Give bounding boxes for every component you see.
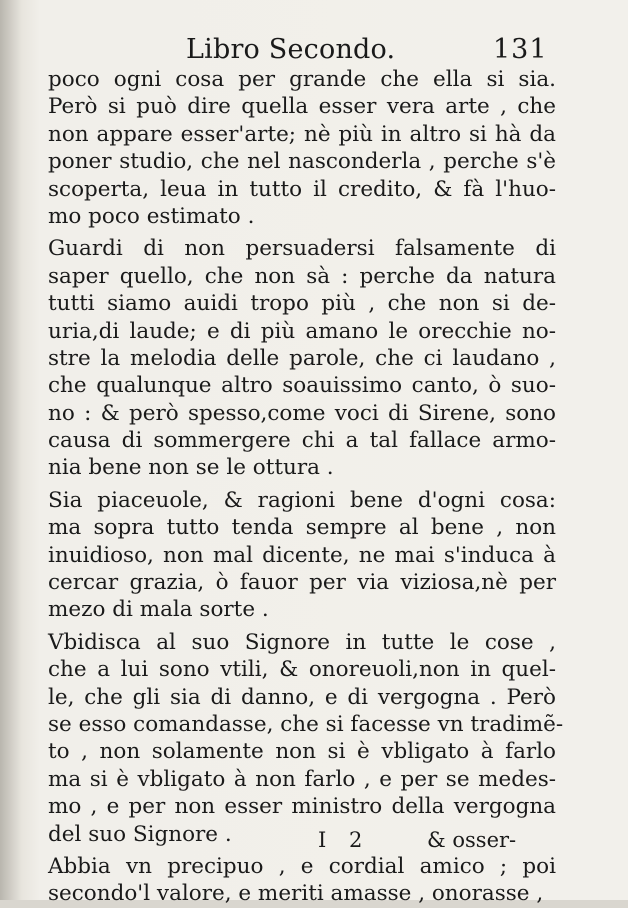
text-line: cercar grazia, ò fauor per via viziosa,nè per — [48, 570, 556, 596]
text-line: tutti siamo auidi tropo più , che non si de- — [48, 291, 556, 317]
catchword: & osser- — [427, 828, 517, 852]
paragraph — [48, 629, 564, 848]
text-line: poner studio, che nel nasconderla , perche s'è — [48, 149, 556, 175]
text-line: causa di sommergere chi a tal fallace armo- — [48, 428, 556, 454]
paragraph — [48, 235, 556, 482]
paragraph — [48, 487, 556, 624]
text-line: Sia piaceuole, & ragioni bene d'ogni cosa: — [48, 487, 556, 513]
text-line: inuidioso, non mal dicente, ne mai s'induca à — [48, 542, 556, 568]
text-line: Vbidisca al suo Signore in tutte le cose , — [48, 629, 556, 655]
page-header — [0, 30, 628, 70]
paragraph — [48, 66, 556, 230]
text-line: che a lui sono vtili, & onoreuoli,non in quel- — [48, 657, 556, 683]
text-line: saper quello, che non sà : perche da natura — [48, 263, 556, 289]
text-line: scoperta, leua in tutto il credito, & fà l'huo- — [48, 176, 556, 202]
page-footer — [0, 828, 628, 860]
text-line: ma sopra tutto tenda sempre al bene , non — [48, 515, 556, 541]
text-line: che qualunque altro soauissimo canto, ò suo- — [48, 373, 556, 399]
text-line: mezo di mala sorte . — [48, 597, 269, 623]
text-line: del suo Signore . — [48, 821, 232, 847]
text-line: no : & però spesso,come voci di Sirene, sono — [48, 400, 556, 426]
text-line: mo poco estimato . — [48, 203, 255, 229]
text-line: uria,di laude; e di più amano le orecchie no- — [48, 318, 556, 344]
text-line: Però si può dire quella esser vera arte , che — [48, 94, 556, 120]
text-line: Abbia vn precipuo , e cordial amico ; poi — [48, 853, 556, 879]
body-text — [48, 66, 564, 908]
text-line: secondo'l valore, e meriti amasse , onorasse , — [48, 881, 544, 907]
text-line: le, che gli sia di danno, e di vergogna . Però — [48, 684, 556, 710]
text-line: nia bene non se le ottura . — [48, 455, 334, 481]
text-line: poco ogni cosa per grande che ella si sia. — [48, 67, 556, 92]
running-title: Libro Secondo. — [186, 34, 396, 65]
text-line: se esso comandasse, che si facesse vn tradimẽ- — [48, 711, 564, 737]
text-line: stre la melodia delle parole, che ci laudano , — [48, 345, 556, 371]
text-line: mo , e per non esser ministro della vergogna — [48, 794, 556, 820]
text-line: ma si è vbligato à non farlo , e per se medes- — [48, 766, 556, 792]
text-line: non appare esser'arte; nè più in altro si hà da — [48, 121, 556, 147]
page-number: 131 — [493, 34, 548, 65]
text-line: to , non solamente non si è vbligato à farlo — [48, 739, 556, 765]
text-line: Guardi di non persuadersi falsamente di — [48, 236, 556, 262]
signature-mark: I 2 — [318, 828, 371, 852]
